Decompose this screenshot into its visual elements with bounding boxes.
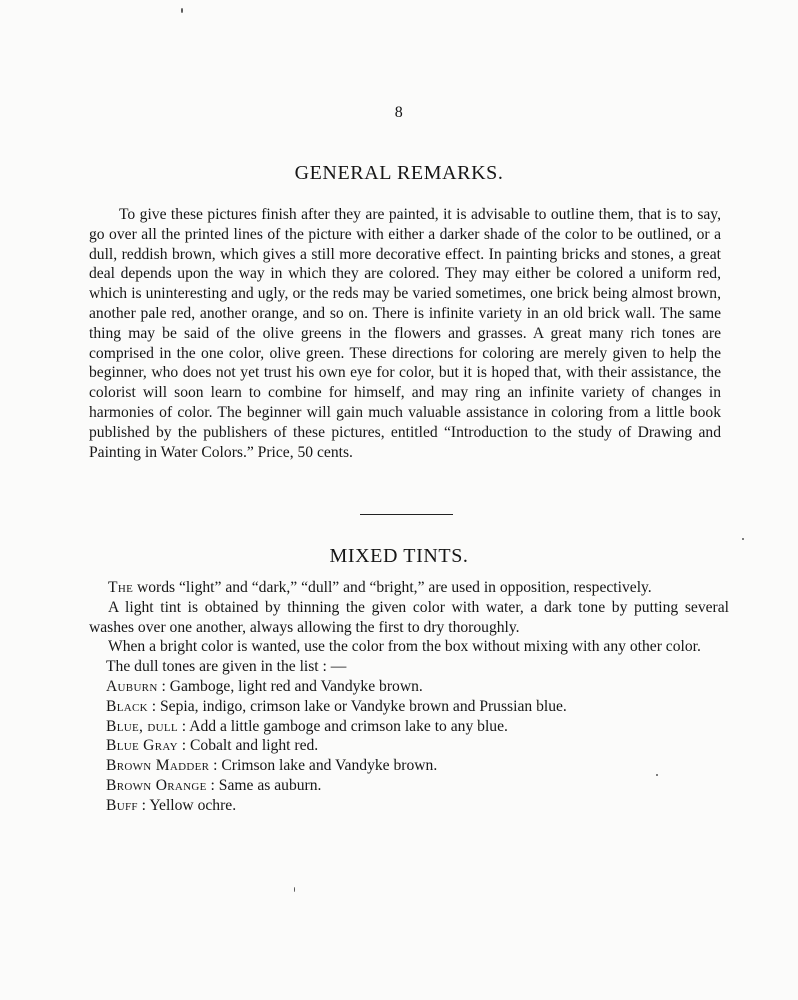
mixed-tints-intro [89,578,729,598]
tone-separator: : [177,717,190,735]
page-number: 8 [394,104,404,121]
tone-term: Blue Gray [106,737,178,755]
tone-recipe: Sepia, indigo, crimson lake or Vandyke brown and Prussian blue. [160,697,567,715]
tone-separator: : [209,757,222,775]
tone-list-item [89,776,729,796]
tone-recipe: Same as auburn. [218,776,322,794]
tone-term: Brown Madder [106,757,210,775]
tone-term: Black [106,697,148,715]
tone-separator: : [147,697,160,715]
tone-list-item [89,736,729,756]
tone-list-item [89,697,729,717]
dull-tones-list [89,677,729,816]
general-remarks-heading: GENERAL REMARKS. [294,162,504,184]
tone-separator: : [157,677,170,695]
tone-term: Buff [106,796,138,814]
paper-speck [656,774,658,776]
tone-list-item [89,717,729,737]
tone-separator: : [177,737,190,755]
mixed-tints-heading: MIXED TINTS. [329,545,469,567]
tone-recipe: Cobalt and light red. [190,737,319,755]
bright-color-paragraph: When a bright color is wanted, use the color from the box without mixing with any other color. [108,638,701,656]
tone-list-item [89,796,729,816]
tone-recipe: Add a little gamboge and crimson lake to any blue. [189,717,508,735]
tone-separator: : [206,776,219,794]
tone-separator: : [137,796,150,814]
section-divider [360,514,453,515]
intro-lead-word: The [108,579,134,596]
tone-list-item [89,677,729,697]
paper-speck [742,538,744,540]
paper-speck [181,8,183,13]
tone-recipe: Crimson lake and Vandyke brown. [221,757,438,775]
tone-term: Brown Orange [106,776,207,794]
tone-recipe: Yellow ochre. [149,796,237,814]
light-tint-paragraph: A light tint is obtained by thinning the given color with water, a dark tone by putting several washes over one another, always allowing the first to dry thoroughly. [89,598,729,636]
general-remarks-paragraph: To give these pictures finish after they are painted, it is advisable to outline them, that is to say, go over all the printed lines of the picture with either a darker shade of the color to be outlined, or a dull, reddish brown, which gives a still more decorative effect. In painting bricks and stones, a great deal depends upon the way in which they are colored. They may either be colored a uniform red, which is uninteresting and ugly, or the reds may be varied sometimes, one brick being almost brown, another pale red, another orange, and so on. There is infinite variety in an old brick wall. The same thing may be said of the olive greens in the flowers and grasses. A great many rich tones are comprised in the one color, olive green. These directions for coloring are merely given to help the beginner, who does not yet trust his own eye for color, but it is hoped that, with their assistance, the colorist will soon learn to combine for himself, and may ring an infinite variety of changes in harmonies of color. The beginner will gain much valuable assistance in coloring from a little book published by the publishers of these pictures, entitled “Introduction to the study of Drawing and Painting in Water Colors.” Price, 50 cents. [89,206,721,461]
tone-term: Blue, dull [106,717,178,735]
tone-recipe: Gamboge, light red and Vandyke brown. [169,677,423,695]
paper-speck [294,887,295,892]
intro-text: words “light” and “dark,” “dull” and “bright,” are used in opposition, respectively. [133,579,652,596]
mixed-tints-body [89,578,729,816]
tone-list-item [89,756,729,776]
tone-term: Auburn [106,677,158,695]
list-intro: The dull tones are given in the list : — [106,658,347,676]
